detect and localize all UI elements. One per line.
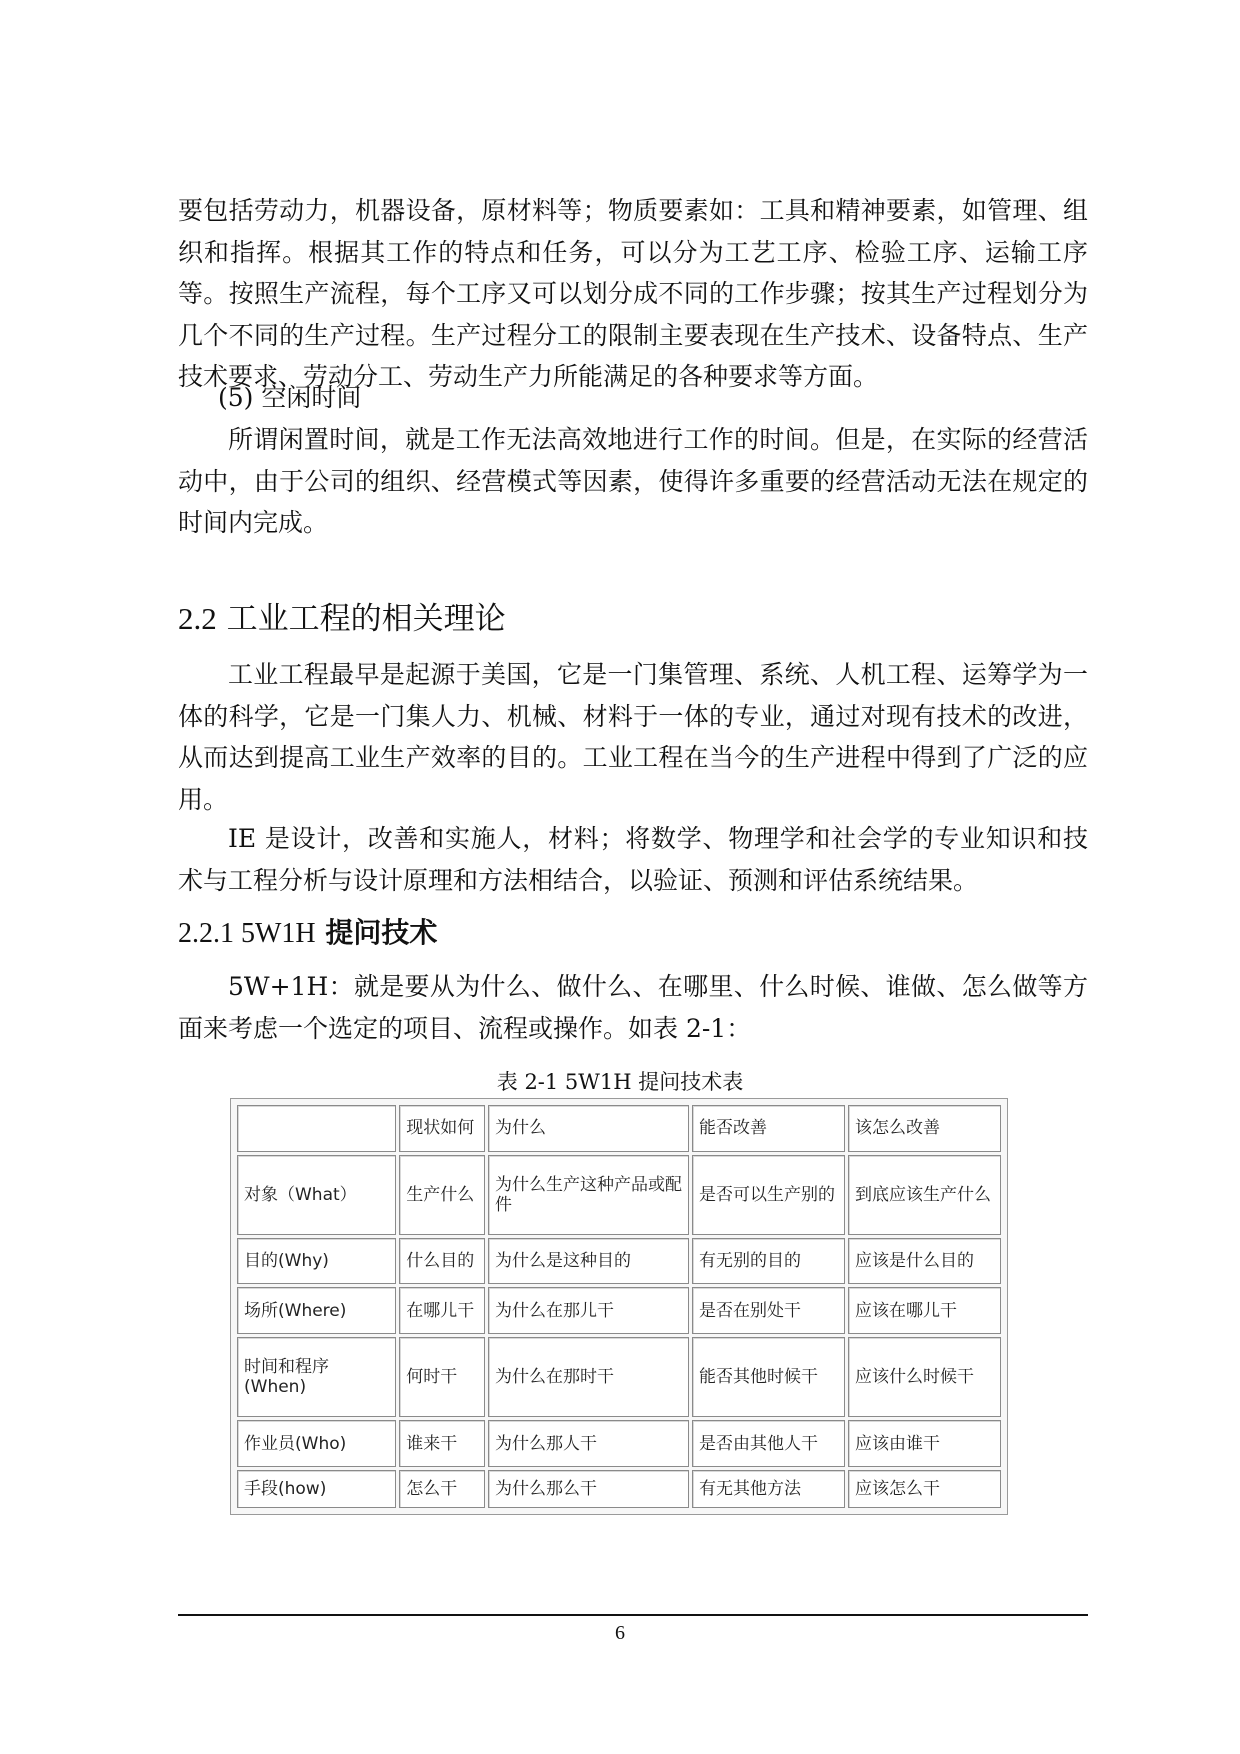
- paragraph-industrial-engineering: 工业工程最早是起源于美国，它是一门集管理、系统、人机工程、运筹学为一体的科学，它是一门集人力、机械、材料于一体的专业，通过对现有技术的改进，从而达到提高工业生产效率的目的。工业工程在当今的生产进程中得到了广泛的应用。: [178, 660, 1088, 814]
- page-number: 6: [615, 1622, 625, 1644]
- header-cell: 现状如何: [399, 1105, 485, 1152]
- table-row: [237, 1238, 1001, 1285]
- table-cell: 有无其他方法: [692, 1470, 845, 1508]
- table-cell: 什么目的: [399, 1238, 485, 1285]
- table-cell: 谁来干: [399, 1420, 485, 1467]
- table-cell: 是否由其他人干: [692, 1420, 845, 1467]
- table-cell: 为什么是这种目的: [488, 1238, 689, 1285]
- list-item-idle-time: (5) 空闲时间: [218, 383, 362, 412]
- table-cell: 生产什么: [399, 1155, 485, 1235]
- table-row: [237, 1420, 1001, 1467]
- table-cell: 应该由谁干: [848, 1420, 1001, 1467]
- table-cell: 是否可以生产别的: [692, 1155, 845, 1235]
- footer-divider: [178, 1614, 1088, 1616]
- section-heading-2-2: [178, 593, 506, 638]
- table-row: [237, 1470, 1001, 1508]
- table-cell: 怎么干: [399, 1470, 485, 1508]
- table-row: [237, 1337, 1001, 1417]
- table-5w1h: [234, 1102, 1004, 1511]
- table-caption: 表 2-1 5W1H 提问技术表: [496, 1070, 744, 1094]
- section-heading-2-2-1: [178, 911, 437, 951]
- table-cell: 为什么在那时干: [488, 1337, 689, 1417]
- header-cell: [237, 1105, 396, 1152]
- section-title: 工业工程的相关理论: [216, 601, 506, 637]
- header-cell: 能否改善: [692, 1105, 845, 1152]
- table-cell: 场所(Where): [237, 1287, 396, 1334]
- paragraph-labor-elements: 要包括劳动力，机器设备，原材料等；物质要素如：工具和精神要素，如管理、组织和指挥。根据其工作的特点和任务，可以分为工艺工序、检验工序、运输工序等。按照生产流程，每个工序又可以划分成不同的工作步骤；按其生产过程划分为几个不同的生产过程。生产过程分工的限制主要表现在生产技术、设备特点、生产技术要求、劳动分工、劳动生产力所能满足的各种要求等方面。: [178, 196, 1088, 391]
- table-cell: 目的(Why): [237, 1238, 396, 1285]
- table-header-row: [237, 1105, 1001, 1152]
- table-cell: 应该在哪儿干: [848, 1287, 1001, 1334]
- table-cell: 在哪儿干: [399, 1287, 485, 1334]
- table-cell: 作业员(Who): [237, 1420, 396, 1467]
- table-cell: 到底应该生产什么: [848, 1155, 1001, 1235]
- subsection-number: 2.2.1 5W1H: [178, 918, 316, 949]
- table-row: [237, 1155, 1001, 1235]
- header-cell: 为什么: [488, 1105, 689, 1152]
- table-cell: 为什么在那儿干: [488, 1287, 689, 1334]
- table-cell: 何时干: [399, 1337, 485, 1417]
- subsection-title: 提问技术: [315, 916, 438, 949]
- table-cell: 为什么那人干: [488, 1420, 689, 1467]
- table-cell: 手段(how): [237, 1470, 396, 1508]
- table-cell: 能否其他时候干: [692, 1337, 845, 1417]
- table-row: [237, 1287, 1001, 1334]
- paragraph-idle-time: 所谓闲置时间，就是工作无法高效地进行工作的时间。但是，在实际的经营活动中，由于公司的组织、经营模式等因素，使得许多重要的经营活动无法在规定的时间内完成。: [178, 425, 1088, 537]
- table-5w1h-image: [230, 1098, 1008, 1515]
- section-number: 2.2: [178, 601, 217, 636]
- table-cell: 为什么生产这种产品或配件: [488, 1155, 689, 1235]
- table-cell: 有无别的目的: [692, 1238, 845, 1285]
- table-cell: 应该怎么干: [848, 1470, 1001, 1508]
- table-cell: 对象（What）: [237, 1155, 396, 1235]
- paragraph-ie-definition: IE 是设计，改善和实施人，材料；将数学、物理学和社会学的专业知识和技术与工程分析与设计原理和方法相结合，以验证、预测和评估系统结果。: [178, 824, 1088, 895]
- table-cell: 应该什么时候干: [848, 1337, 1001, 1417]
- table-cell: 是否在别处干: [692, 1287, 845, 1334]
- table-cell: 为什么那么干: [488, 1470, 689, 1508]
- paragraph-5w1h: 5W+1H：就是要从为什么、做什么、在哪里、什么时候、谁做、怎么做等方面来考虑一个选定的项目、流程或操作。如表 2-1：: [178, 972, 1088, 1043]
- table-cell: 应该是什么目的: [848, 1238, 1001, 1285]
- table-cell: 时间和程序(When): [237, 1337, 396, 1417]
- header-cell: 该怎么改善: [848, 1105, 1001, 1152]
